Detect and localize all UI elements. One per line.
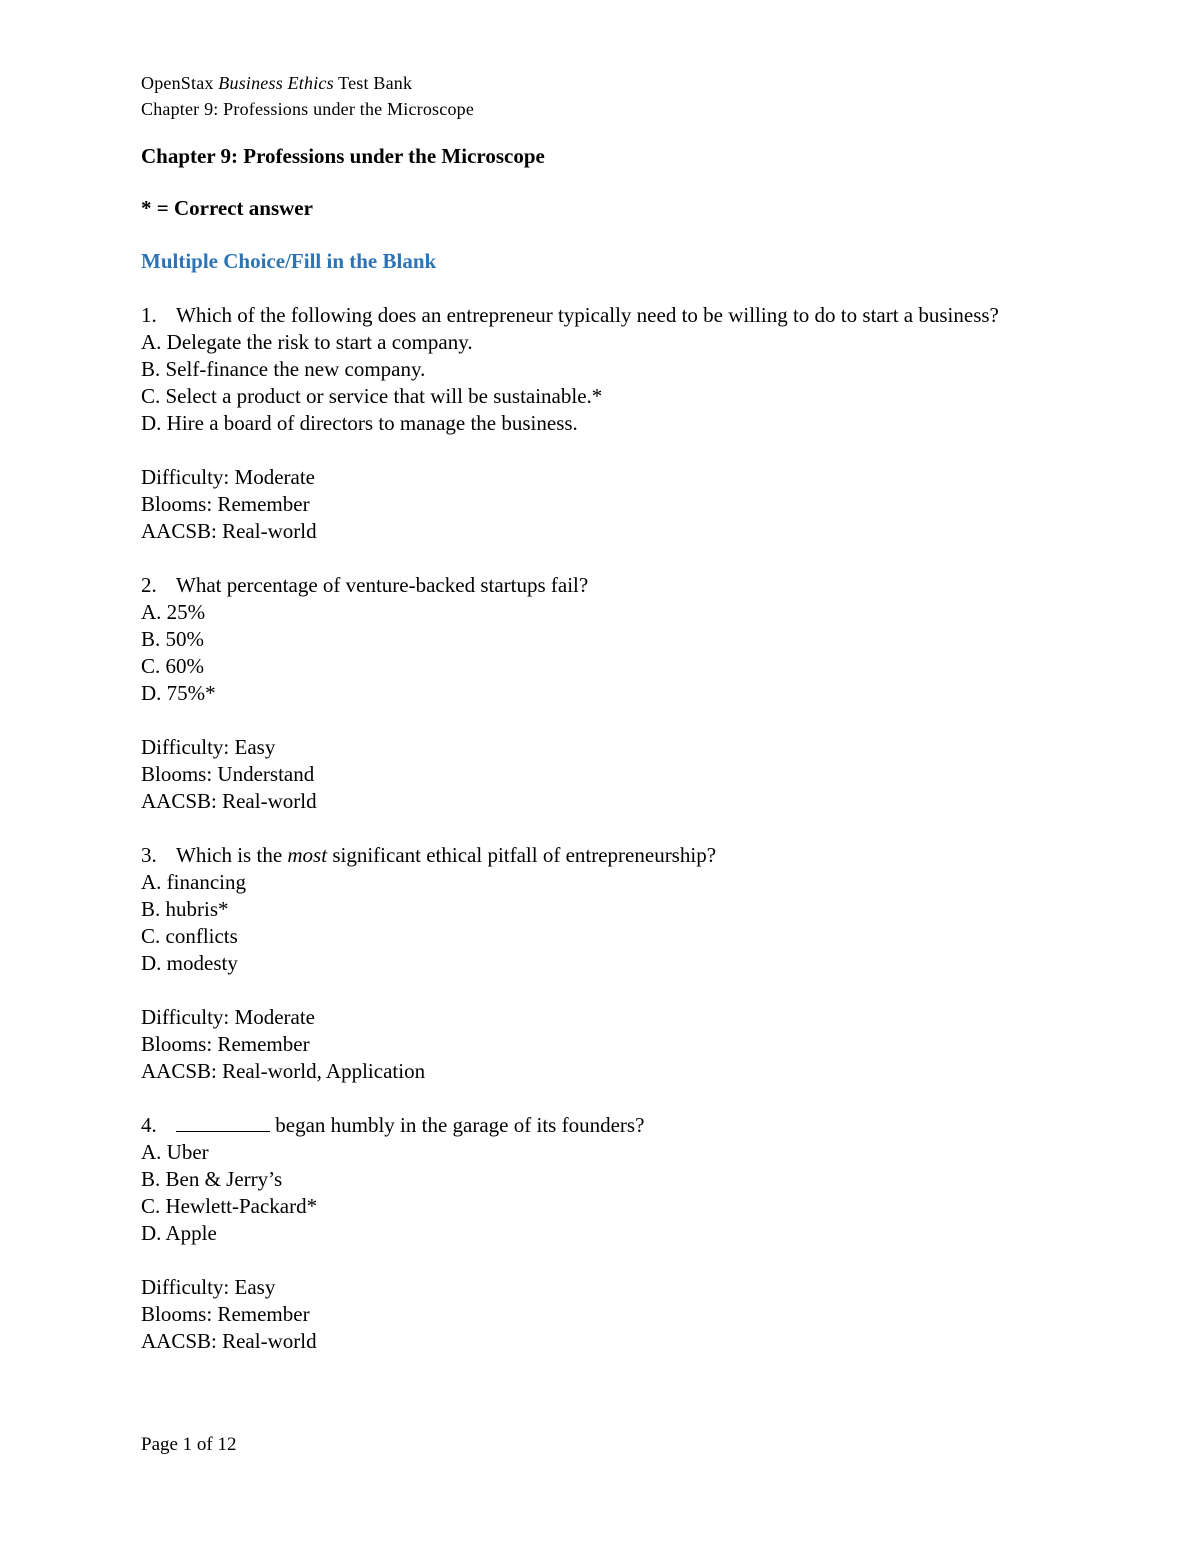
running-header bbox=[141, 70, 1041, 122]
difficulty: Difficulty: Moderate bbox=[141, 1005, 315, 1029]
header-line-1 bbox=[141, 70, 1041, 96]
question-stem bbox=[141, 572, 1041, 599]
blooms: Blooms: Remember bbox=[141, 1032, 310, 1056]
difficulty: Difficulty: Easy bbox=[141, 1275, 276, 1299]
question-number: 1. bbox=[141, 303, 157, 327]
question-text bbox=[176, 1112, 1041, 1139]
option-c: C. 60% bbox=[141, 654, 204, 678]
header-publisher: OpenStax bbox=[141, 73, 219, 93]
question-metadata bbox=[141, 1004, 1041, 1085]
question-text: What percentage of venture-backed startups fail? bbox=[176, 573, 589, 597]
option-d: D. Hire a board of directors to manage the business. bbox=[141, 411, 578, 435]
header-suffix: Test Bank bbox=[333, 73, 413, 93]
option-c: C. Hewlett-Packard* bbox=[141, 1194, 318, 1218]
option-a: A. financing bbox=[141, 870, 246, 894]
aacsb: AACSB: Real-world bbox=[141, 789, 317, 813]
header-line-2: Chapter 9: Professions under the Microscope bbox=[141, 99, 475, 119]
question-text bbox=[176, 842, 1041, 869]
question-text-suffix: began humbly in the garage of its founders? bbox=[270, 1113, 645, 1137]
question-text-emphasis: most bbox=[287, 843, 328, 867]
option-d: D. modesty bbox=[141, 951, 238, 975]
option-b: B. Self-finance the new company. bbox=[141, 357, 426, 381]
aacsb: AACSB: Real-world bbox=[141, 519, 317, 543]
question-2 bbox=[141, 572, 1041, 815]
option-c: C. conflicts bbox=[141, 924, 238, 948]
question-4 bbox=[141, 1112, 1041, 1355]
option-a: A. Delegate the risk to start a company. bbox=[141, 330, 473, 354]
blooms: Blooms: Remember bbox=[141, 492, 310, 516]
question-text: Which of the following does an entrepreneur typically need to be willing to do to start a business? bbox=[176, 303, 999, 327]
option-b: B. 50% bbox=[141, 627, 204, 651]
question-metadata bbox=[141, 1274, 1041, 1355]
blooms: Blooms: Remember bbox=[141, 1302, 310, 1326]
blooms: Blooms: Understand bbox=[141, 762, 315, 786]
answer-legend: * = Correct answer bbox=[141, 196, 313, 220]
page-footer bbox=[141, 1432, 237, 1458]
question-stem bbox=[141, 302, 1041, 329]
section-heading: Multiple Choice/Fill in the Blank bbox=[141, 249, 437, 273]
difficulty: Difficulty: Moderate bbox=[141, 465, 315, 489]
question-number: 3. bbox=[141, 843, 157, 867]
option-a: A. Uber bbox=[141, 1140, 209, 1164]
fill-in-blank bbox=[176, 1112, 270, 1132]
option-d: D. 75%* bbox=[141, 681, 216, 705]
question-stem bbox=[141, 1112, 1041, 1139]
option-b: B. hubris* bbox=[141, 897, 229, 921]
question-1 bbox=[141, 302, 1041, 545]
question-stem bbox=[141, 842, 1041, 869]
option-d: D. Apple bbox=[141, 1221, 217, 1245]
option-c: C. Select a product or service that will be sustainable.* bbox=[141, 384, 603, 408]
page-number: Page 1 of 12 bbox=[141, 1434, 237, 1455]
question-metadata bbox=[141, 734, 1041, 815]
question-3 bbox=[141, 842, 1041, 1085]
question-text-prefix: Which is the bbox=[176, 843, 288, 867]
question-metadata bbox=[141, 464, 1041, 545]
header-book-title: Business Ethics bbox=[218, 73, 334, 93]
aacsb: AACSB: Real-world bbox=[141, 1329, 317, 1353]
aacsb: AACSB: Real-world, Application bbox=[141, 1059, 426, 1083]
question-number: 4. bbox=[141, 1113, 157, 1137]
chapter-title: Chapter 9: Professions under the Microscope bbox=[141, 144, 545, 168]
option-b: B. Ben & Jerry’s bbox=[141, 1167, 283, 1191]
difficulty: Difficulty: Easy bbox=[141, 735, 276, 759]
option-a: A. 25% bbox=[141, 600, 206, 624]
question-number: 2. bbox=[141, 573, 157, 597]
question-text-suffix: significant ethical pitfall of entrepreneurship? bbox=[327, 843, 717, 867]
document-page bbox=[141, 70, 1041, 1355]
